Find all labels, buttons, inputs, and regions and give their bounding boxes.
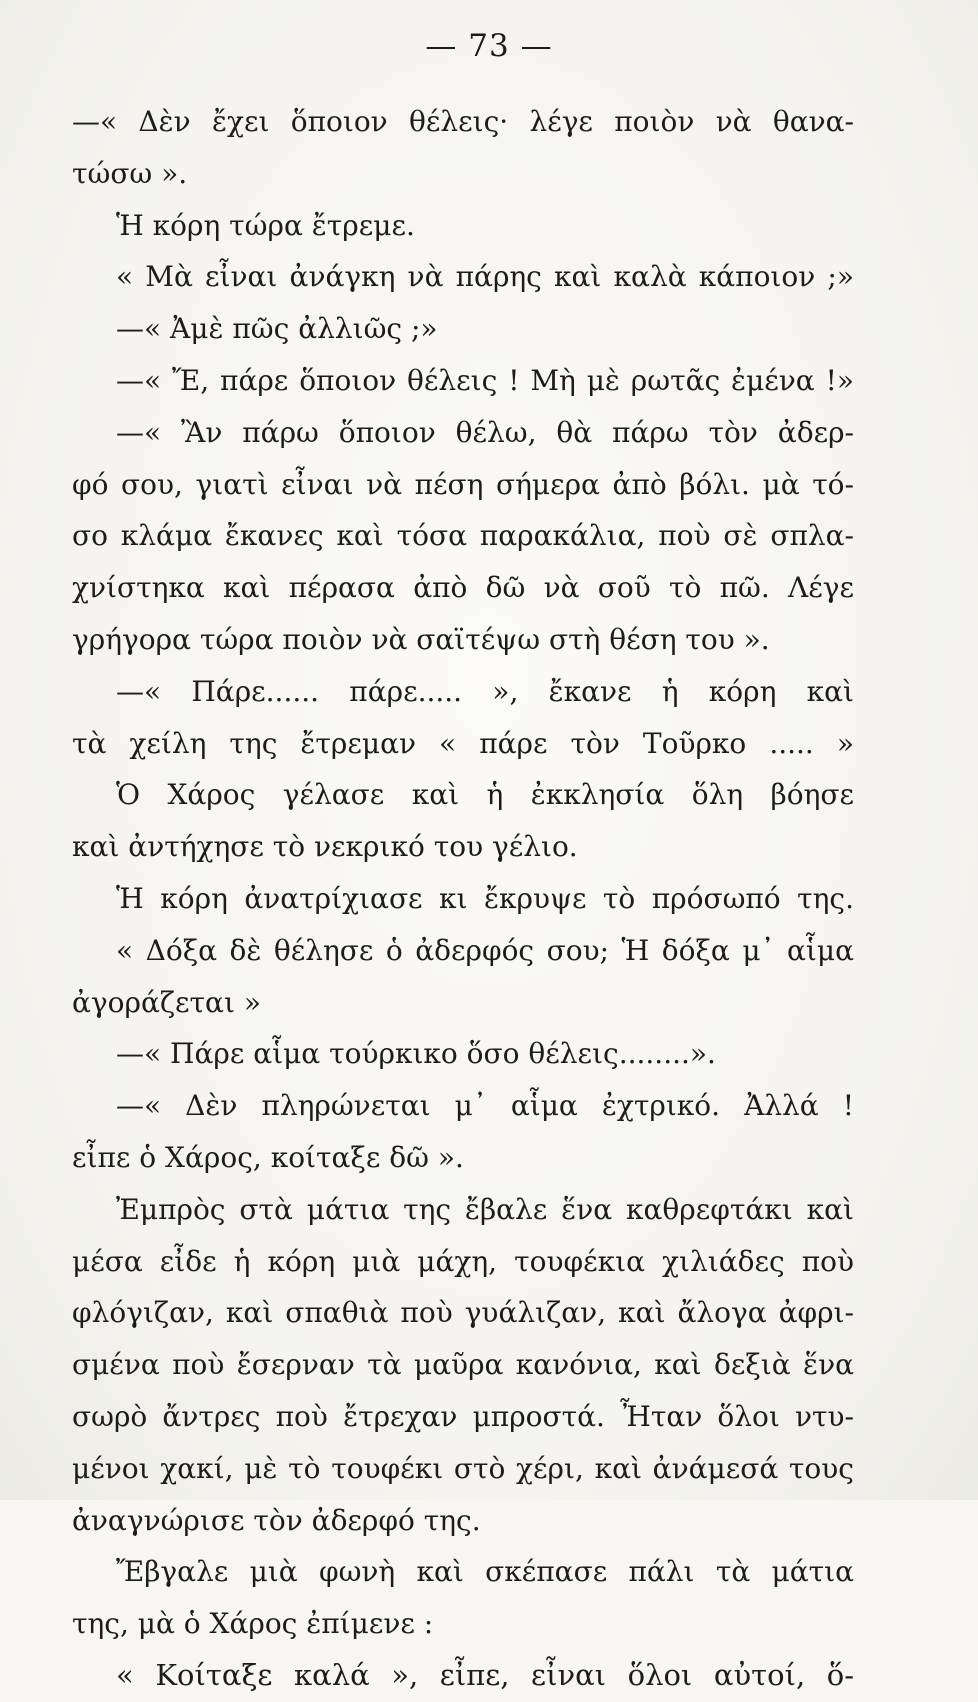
text-line: —« Ἀμὲ πῶς ἀλλιῶς ;» <box>116 312 438 346</box>
page-number: — 73 — <box>425 28 553 64</box>
text-line: Ἡ κόρη τώρα ἔτρεμε. <box>116 208 415 242</box>
text-line: ἀναγνώρισε τὸν ἀδερφό της. <box>72 1503 481 1537</box>
text-line: —« Πάρε αἷμα τούρκικο ὅσο θέλεις........». <box>116 1037 716 1071</box>
text-line: « Κοίταξε καλά », εἶπε, εἶναι ὅλοι αὐτοί, ὅ- <box>116 1657 854 1692</box>
text-line: χνίστηκα καὶ πέρασα ἀπὸ δῶ νὰ σοῦ τὸ πῶ. Λέγε <box>72 571 854 605</box>
text-line: « Δόξα δὲ θέλησε ὁ ἀδερφός σου; Ἡ δόξα μ᾽ αἷμα <box>116 933 854 967</box>
text-line: σο κλάμα ἔκανες καὶ τόσα παρακάλια, ποὺ σὲ σπλα- <box>72 519 854 553</box>
text-line: —« Δὲν πληρώνεται μ᾽ αἷμα ἐχτρικό. Ἀλλά ! <box>116 1089 854 1123</box>
text-line: εἶπε ὁ Χάρος, κοίταξε δῶ ». <box>72 1140 464 1174</box>
text-line: τώσω ». <box>72 156 188 190</box>
text-line: τὰ χείλη της ἔτρεμαν « πάρε τὸν Τοῦρκο ..... » <box>72 726 854 760</box>
text-line: Ἔβγαλε μιὰ φωνὴ καὶ σκέπασε πάλι τὰ μάτια <box>116 1555 854 1589</box>
text-line: φλόγιζαν, καὶ σπαθιὰ ποὺ γυάλιζαν, καὶ ἄλογα ἀφρι- <box>72 1296 854 1330</box>
text-line: Ἡ κόρη ἀνατρίχιασε κι ἔκρυψε τὸ πρόσωπό της. <box>116 881 854 915</box>
body-text <box>72 96 854 1702</box>
text-line: —« Ἔ, πάρε ὅποιον θέλεις ! Μὴ μὲ ρωτᾶς ἐμένα !» <box>116 363 854 397</box>
text-line: μέσα εἶδε ἡ κόρη μιὰ μάχη, τουφέκια χιλιάδες ποὺ <box>72 1244 854 1278</box>
text-line: καὶ ἀντήχησε τὸ νεκρικό του γέλιο. <box>72 830 578 864</box>
text-line: σωρὸ ἄντρες ποὺ ἔτρεχαν μπροστά. Ἦταν ὅλοι ντυ- <box>72 1399 854 1433</box>
text-line: « Μὰ εἶναι ἀνάγκη νὰ πάρης καὶ καλὰ κάποιον ;» <box>116 260 854 294</box>
text-line: γρήγορα τώρα ποιὸν νὰ σαϊτέψω στὴ θέση του ». <box>72 622 770 656</box>
text-line: —« Ἂν πάρω ὅποιον θέλω, θὰ πάρω τὸν ἀδερ- <box>116 415 854 449</box>
text-line: Ὁ Χάρος γέλασε καὶ ἡ ἐκκλησία ὅλη βόησε <box>116 778 854 812</box>
text-line: της, μὰ ὁ Χάρος ἐπίμενε : <box>72 1607 434 1641</box>
text-line: μένοι χακί, μὲ τὸ τουφέκι στὸ χέρι, καὶ ἀνάμεσά τους <box>72 1451 854 1485</box>
text-line: φό σου, γιατὶ εἶναι νὰ πέση σήμερα ἀπὸ βόλι. μὰ τό- <box>72 467 854 501</box>
text-line: —« Πάρε...... πάρε..... », ἔκανε ἡ κόρη καὶ <box>116 674 854 708</box>
text-line: Ἐμπρὸς στὰ μάτια της ἔβαλε ἕνα καθρεφτάκι καὶ <box>116 1192 854 1226</box>
text-line: σμένα ποὺ ἔσερναν τὰ μαῦρα κανόνια, καὶ δεξιὰ ἕνα <box>72 1348 854 1382</box>
text-line: ἀγοράζεται » <box>72 985 261 1019</box>
text-line: —« Δὲν ἔχει ὅποιον θέλεις· λέγε ποιὸν νὰ θανα- <box>72 105 854 138</box>
